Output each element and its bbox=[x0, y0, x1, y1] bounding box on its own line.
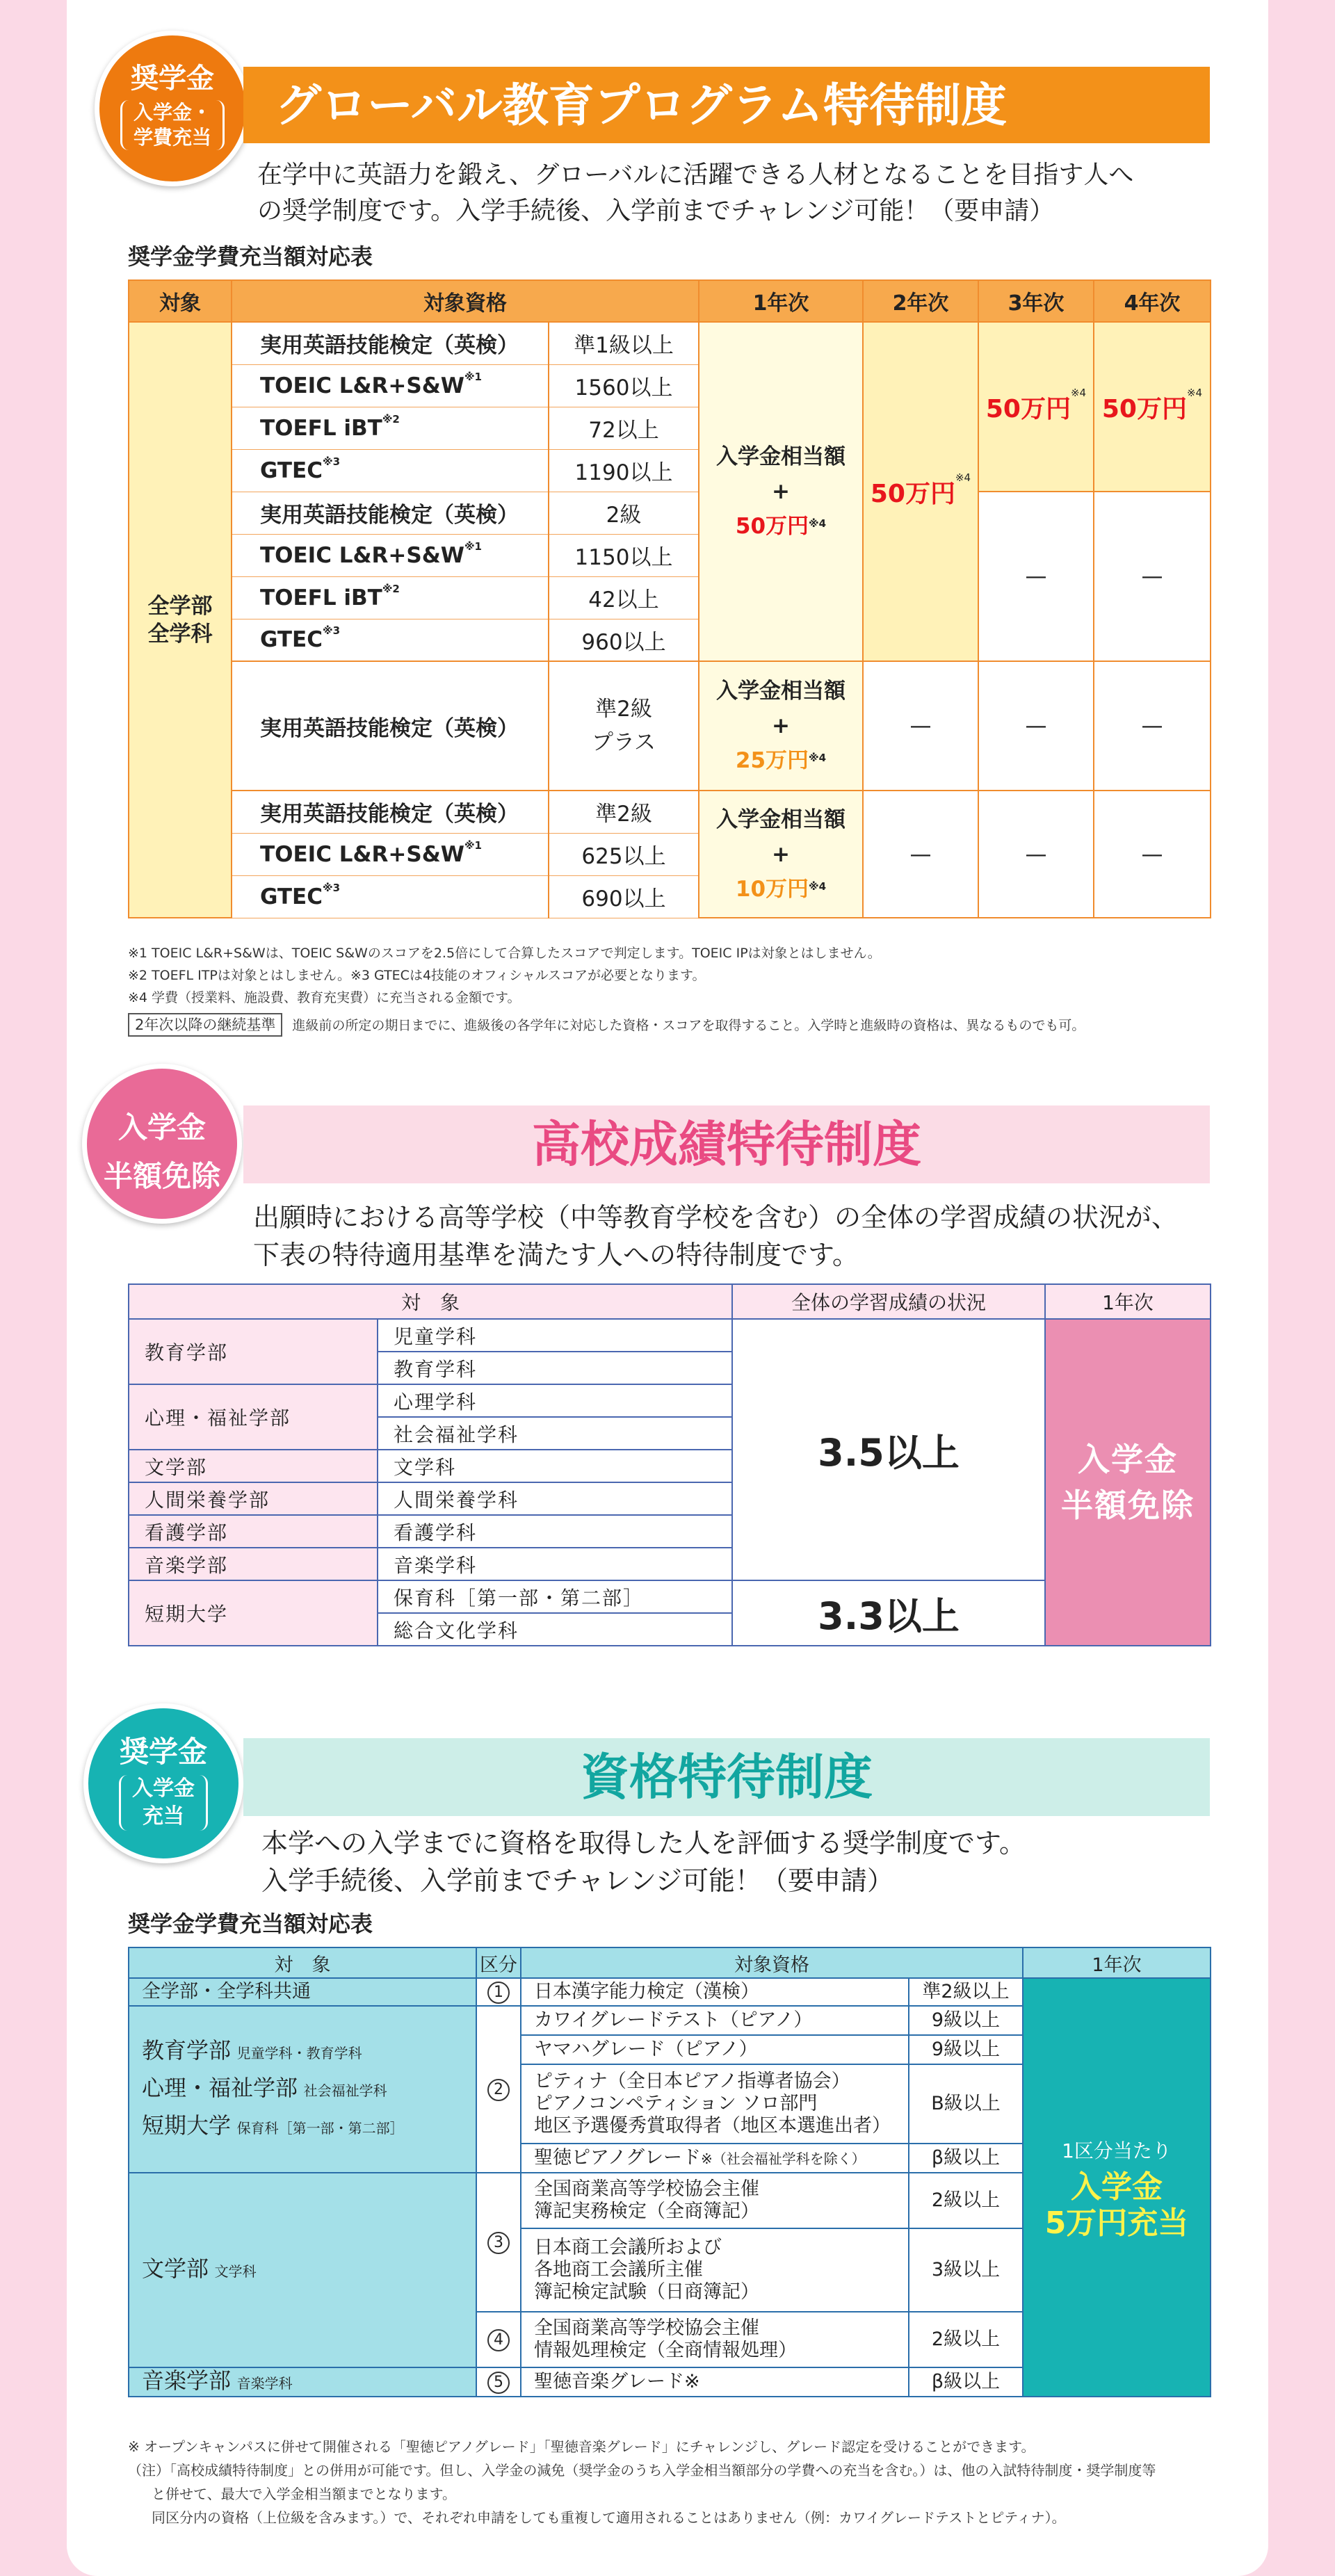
section2-intro: 出願時における高等学校（中等教育学校を含む）の全体の学習成績の状況が、 下表の特待適用基準を満たす人への特待制度です。 bbox=[253, 1202, 1179, 1270]
grades-table: 対 象 全体の学習成績の状況 1年次 教育学部 児童学科 3.5以上 入学金 半額免除 教育学科 心理・福祉学部 心理学科 社会福祉学科 文学部 文学科 人間栄養学部 人間栄養学科 看護学部 看護学科 音楽学部 音楽学科 短期大学 保育科［第一部・第二部］ 3.3以上 総合文化学科 bbox=[128, 1283, 1211, 1646]
section1-intro: 在学中に英語力を鍛え、グローバルに活躍できる人材となることを目指す人へ の奨学制度です。入学手続後、入学前までチャレンジ可能！（要申請） bbox=[257, 161, 1134, 225]
result-half-waiver: 入学金 半額免除 bbox=[1045, 1319, 1211, 1646]
result-5man: 1区分当たり 入学金 5万円充当 bbox=[1023, 1978, 1211, 2397]
section1-title-banner bbox=[243, 67, 1210, 143]
th-target: 対象 bbox=[129, 280, 232, 322]
threshold-35: 3.5以上 bbox=[732, 1319, 1045, 1580]
section1-notes: ※1 TOEIC L&R+S&Wは、TOEIC S&Wのスコアを2.5倍にして合算したスコアで判定します。TOEIC IPは対象とはしません。 ※2 TOEFL ITPは対象とはしません。※3 GTECは4技能のオフィシャルスコアが必要となります。 ※4 学費（授業料、施設費、教育充実費）に充当される金額です。 2年次以降の継続基準 進級前の所定の期日までに、進級後の各学年に対応した資格・スコアを取得すること。入学時と進級時の資格は、異なるものでも可。 bbox=[128, 942, 1085, 1037]
badge-sub: 入学金・ 学費充当 bbox=[120, 100, 225, 150]
section3-notes: ※ オープンキャンパスに併せて開催される「聖徳ピアノグレード」「聖徳音楽グレード」にチャレンジし、グレード認定を受けることができます。 （注）「高校成績特待制度」との併用が可能です。但し、入学金の減免（奨学金のうち入学金相当額部分の学費への充当を含む。）は、他の入試特待制度・奨学制度等 と併せて、最大で入学金相当額までとなります。 同区分内の資格（上位級を含みます。）で、それぞれ申請をしても重複して適用されることはありません（例：カワイグレードテストとピティナ）。 bbox=[128, 2438, 1156, 2526]
y1-amount-10: 入学金相当額 + 10万円$^{※4}$ bbox=[699, 791, 863, 918]
section3-table-title: 奨学金学費充当額対応表 bbox=[128, 1911, 373, 1937]
threshold-33: 3.3以上 bbox=[732, 1580, 1045, 1646]
section3-title-banner: 資格特待制度 bbox=[243, 1738, 1210, 1816]
section1-table-title: 奨学金学費充当額対応表 bbox=[128, 243, 373, 270]
y3-amount-50: 50万円$^{※4}$ bbox=[978, 322, 1094, 492]
y2-amount-50: 50万円$^{※4}$ bbox=[863, 322, 978, 661]
section3-intro: 本学への入学までに資格を取得した人を評価する奨学制度です。 入学手続後、入学前までチャレンジ可能！（要申請） bbox=[261, 1828, 1026, 1896]
dash: — bbox=[978, 492, 1094, 661]
q-score: 準1級以上 bbox=[549, 322, 699, 364]
section1-title: グローバル教育プログラム特待制度 bbox=[275, 78, 1008, 132]
y1-amount-50: 入学金相当額 + 50万円$^{※4}$ bbox=[699, 322, 863, 661]
th-y3: 3年次 bbox=[978, 280, 1094, 322]
scholarship-table-1: 対象 対象資格 1年次 2年次 3年次 4年次 全学部 全学科 実用英語技能検定（英検） 準1級以上 入学金相当額 + 50万円$^{※4}$ 50万円$^{※4}$ 50万円$^{※4}$ 50万円$^{※4}$ TOEIC $L\&R+S\&W^{※1}$ 1560以上 TOEFL iBT$^{※2}$ 72以上 GTEC$^{※3}$ 1190以上 実用英語技能検定（英検） 2級 — — TOEIC $L\&R+S\&W^{※1}$ 1150以上 TOEFL iBT$^{※2}$ 42以上 GTEC$^{※3}$ 960以上 実用英語技能検定（英検） 準2級 プラス 入学金相当額 + 25万円$^{※4}$ — — — 実用英語技能検定（英検） 準2級 入学金相当額 + 10万円$^{※4}$ — — — TOEIC $L\&R+S\&W^{※1}$ 625以上 GTEC$^{※3}$ 690以上 bbox=[128, 280, 1211, 918]
entrance-fee-badge-pink: 入学金 半額免除 bbox=[82, 1064, 242, 1224]
target-all: 全学部 全学科 bbox=[129, 322, 232, 918]
th-y1: 1年次 bbox=[699, 280, 863, 322]
qualification-table: 対 象 区分 対象資格 1年次 全学部・全学科共通 1 日本漢字能力検定（漢検） 準2級以上 1区分当たり 入学金 5万円充当 教育学部 児童学科・教育学科 心理・福祉学部 社会福祉学科 短期大学 保育科［第一部・第二部］ 2 カワイグレードテスト（ピアノ） 9級以上 ヤマハグレード（ピアノ） 9級以上 ピティナ（全日本ピアノ指導者協会） ピアノコンペティション ソロ部門 地区予選優秀賞取得者（地区本選進出者） B級以上 聖徳ピアノグレード※（社会福祉学科を除く） β級以上 文学部 文学科 3 全国商業高等学校協会主催 簿記実務検定（全商簿記） 2級以上 日本商工会議所および 各地商工会議所主催 簿記検定試験（日商簿記） 3級以上 4 全国商業高等学校協会主催 情報処理検定（全商情報処理） 2級以上 音楽学部 音楽学科 5 聖徳音楽グレード※ β級以上 bbox=[128, 1947, 1211, 2397]
y4-amount-50: 50万円$^{※4}$ bbox=[1094, 322, 1211, 492]
th-y4: 4年次 bbox=[1094, 280, 1211, 322]
th-qual: 対象資格 bbox=[232, 280, 699, 322]
scholarship-badge-teal: 奨学金 入学金 充当 bbox=[83, 1703, 243, 1863]
scholarship-badge-orange: 奨学金 入学金・ 学費充当 bbox=[95, 31, 250, 186]
dash: — bbox=[1094, 492, 1211, 661]
section2-title-banner: 高校成績特待制度 bbox=[243, 1105, 1210, 1183]
badge-sub: 入学金 充当 bbox=[119, 1775, 208, 1831]
q-name: 実用英語技能検定（英検） bbox=[232, 322, 549, 364]
th-y2: 2年次 bbox=[863, 280, 978, 322]
continuation-label: 2年次以降の継続基準 bbox=[128, 1013, 282, 1037]
y1-amount-25: 入学金相当額 + 25万円$^{※4}$ bbox=[699, 661, 863, 791]
